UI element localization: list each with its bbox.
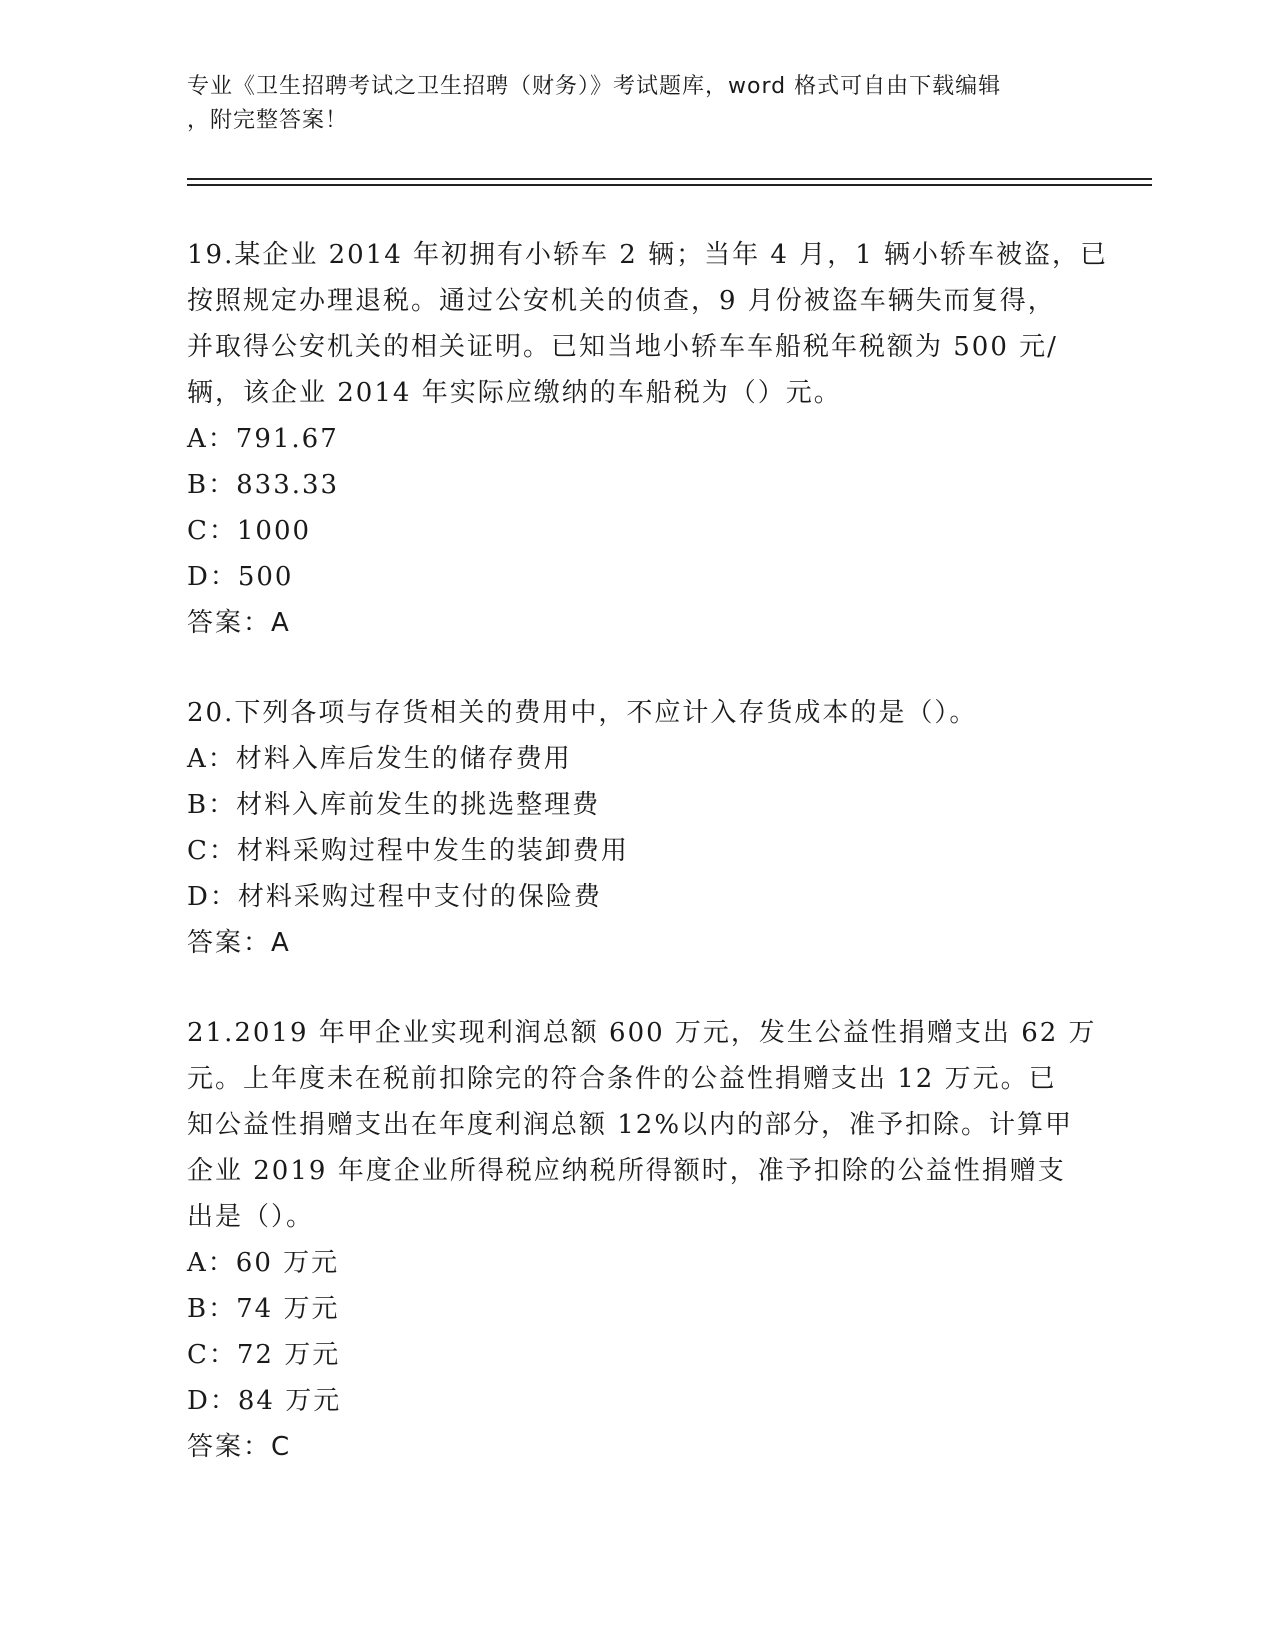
question-stem-line: 并取得公安机关的相关证明。已知当地小轿车车船税年税额为 500 元/ bbox=[187, 332, 1058, 362]
option-d: D：材料采购过程中支付的保险费 bbox=[187, 882, 602, 912]
question-stem-line: 21.2019 年甲企业实现利润总额 600 万元，发生公益性捐赠支出 62 万 bbox=[187, 1018, 1097, 1048]
option-d: D：500 bbox=[187, 562, 294, 592]
option-a: A：791.67 bbox=[187, 424, 339, 454]
question-stem-line: 出是（）。 bbox=[187, 1202, 315, 1232]
question-19 bbox=[187, 232, 1108, 646]
option-d: D：84 万元 bbox=[187, 1386, 342, 1416]
question-list bbox=[187, 232, 1108, 1514]
question-stem-line: 元。上年度未在税前扣除完的符合条件的公益性捐赠支出 12 万元。已 bbox=[187, 1064, 1057, 1094]
question-stem-line: 按照规定办理退税。通过公安机关的侦查，9 月份被盗车辆失而复得， bbox=[187, 286, 1056, 316]
question-stem-line: 企业 2019 年度企业所得税应纳税所得额时，准予扣除的公益性捐赠支 bbox=[187, 1156, 1066, 1186]
header-line: 专业《卫生招聘考试之卫生招聘（财务）》考试题库，word 格式可自由下载编辑 bbox=[187, 74, 1002, 99]
header-line: ，附完整答案！ bbox=[187, 108, 349, 133]
option-b: B：材料入库前发生的挑选整理费 bbox=[187, 790, 601, 820]
answer-label: 答案：A bbox=[187, 928, 291, 958]
question-stem-line: 19.某企业 2014 年初拥有小轿车 2 辆；当年 4 月，1 辆小轿车被盗，已 bbox=[187, 240, 1108, 270]
option-c: C：1000 bbox=[187, 516, 312, 546]
question-stem-line: 20.下列各项与存货相关的费用中，不应计入存货成本的是（）。 bbox=[187, 698, 978, 728]
document-header bbox=[187, 70, 1087, 138]
header-divider-top bbox=[187, 178, 1152, 180]
question-stem-line: 辆，该企业 2014 年实际应缴纳的车船税为（）元。 bbox=[187, 378, 842, 408]
answer-label: 答案：C bbox=[187, 1432, 292, 1462]
option-a: A：60 万元 bbox=[187, 1248, 340, 1278]
option-c: C：材料采购过程中发生的装卸费用 bbox=[187, 836, 629, 866]
question-stem-line: 知公益性捐赠支出在年度利润总额 12%以内的部分，准予扣除。计算甲 bbox=[187, 1110, 1074, 1140]
option-b: B：833.33 bbox=[187, 470, 340, 500]
question-21 bbox=[187, 1010, 1097, 1470]
option-c: C：72 万元 bbox=[187, 1340, 341, 1370]
option-b: B：74 万元 bbox=[187, 1294, 340, 1324]
answer-label: 答案：A bbox=[187, 608, 291, 638]
option-a: A：材料入库后发生的储存费用 bbox=[187, 744, 572, 774]
question-20 bbox=[187, 690, 1087, 966]
header-divider-bottom bbox=[187, 184, 1152, 186]
